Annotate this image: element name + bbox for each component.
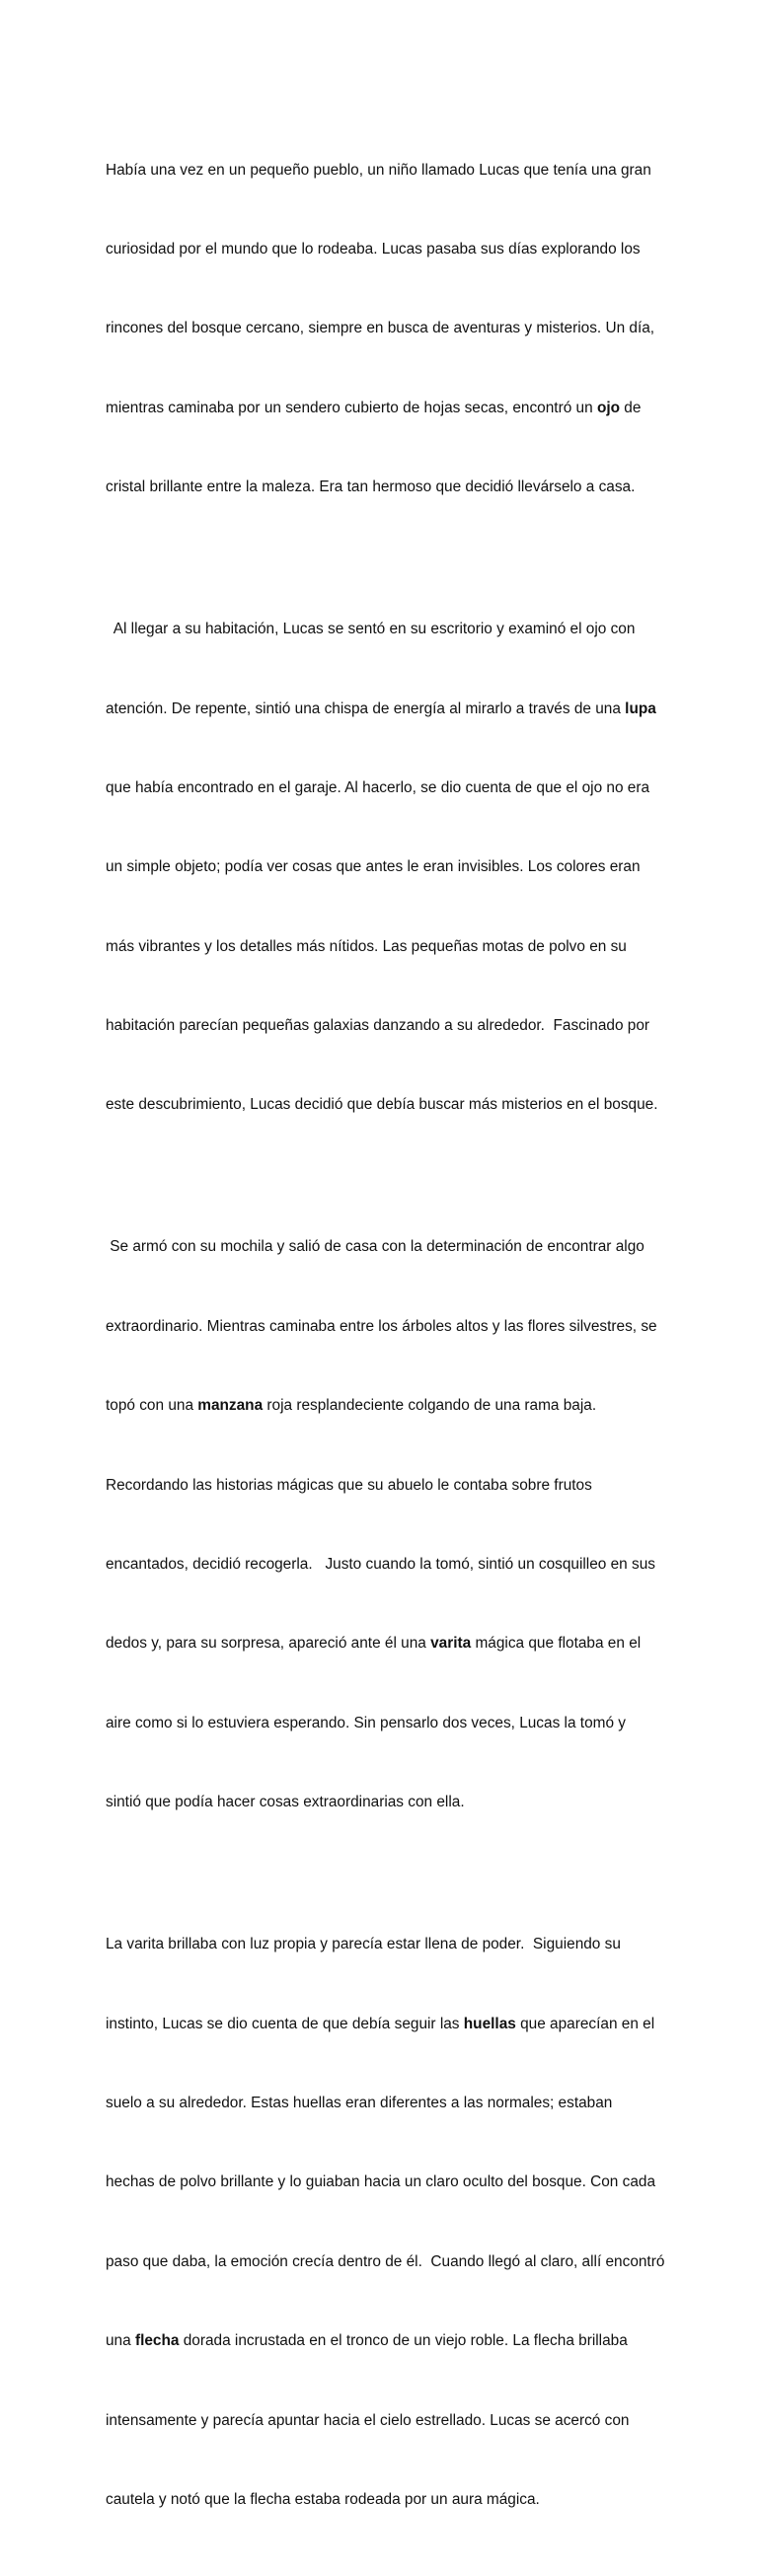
text-run: cristal brillante entre la maleza. Era tan hermoso que decidió llevárselo a casa. xyxy=(106,478,636,496)
line xyxy=(106,316,658,342)
line xyxy=(106,2249,665,2276)
text-run: intensamente y parecía apuntar hacia el cielo estrellado. Lucas se acercó con xyxy=(106,2411,630,2429)
text-run: atención. De repente, sintió una chispa de energía al mirarlo a través de una xyxy=(106,699,626,717)
line xyxy=(106,396,658,422)
text-run: que aparecían en el xyxy=(515,2015,655,2032)
text-run: un simple objeto; podía ver cosas que antes le eran invisibles. Los colores eran xyxy=(106,858,641,876)
line xyxy=(106,1552,658,1579)
text-run: Había una vez en un pequeño pueblo, un niño llamado Lucas que tenía una gran xyxy=(106,161,651,179)
text-run: Se armó con su mochila y salió de casa con la determinación de encontrar algo xyxy=(106,1238,644,1256)
text-run: una xyxy=(106,2332,135,2350)
line xyxy=(106,697,658,723)
line xyxy=(106,2487,658,2514)
paragraph-1 xyxy=(106,105,658,554)
text-run: más vibrantes y los detalles más nítidos. Las pequeñas motas de polvo en su xyxy=(106,937,627,955)
line xyxy=(106,2091,658,2117)
text-run: Al llegar a su habitación, Lucas se sentó en su escritorio y examinó el ojo con xyxy=(106,621,636,638)
text-run: que había encontrado en el garaje. Al hacerlo, se dio cuenta de que el ojo no era xyxy=(106,778,650,796)
line xyxy=(106,1932,658,1958)
line xyxy=(106,617,658,643)
text-run: sintió que podía hacer cosas extraordinarias con ella. xyxy=(106,1794,465,1811)
line xyxy=(106,1092,658,1119)
text-run: dedos y, para su sorpresa, apareció ante él una xyxy=(106,1635,431,1653)
line xyxy=(106,2408,658,2435)
document-body xyxy=(106,105,665,2576)
text-run: hechas de polvo brillante y lo guiaban hacia un claro oculto del bosque. Con cada xyxy=(106,2173,656,2191)
line xyxy=(106,475,658,501)
text-run: este descubrimiento, Lucas decidió que debía buscar más misterios en el bosque. xyxy=(106,1096,658,1114)
line xyxy=(106,2170,658,2196)
text-run: Recordando las historias mágicas que su abuelo le contaba sobre frutos xyxy=(106,1476,592,1494)
text-run: aire como si lo estuviera esperando. Sin pensarlo dos veces, Lucas la tomó y xyxy=(106,1714,626,1731)
bold-keyword: huellas xyxy=(463,2015,516,2032)
text-run: paso que daba, la emoción crecía dentro de él. Cuando llegó al claro, allí encontró xyxy=(106,2252,665,2270)
paragraph-2 xyxy=(106,564,658,1172)
bold-keyword: manzana xyxy=(197,1397,264,1415)
text-run: instinto, Lucas se dio cuenta de que debía seguir las xyxy=(106,2015,464,2032)
line xyxy=(106,775,658,802)
text-run: mágica que flotaba en el xyxy=(471,1635,642,1653)
bold-keyword: flecha xyxy=(134,2332,180,2350)
bold-keyword: varita xyxy=(430,1635,472,1653)
line xyxy=(106,1013,658,1040)
line xyxy=(106,854,658,881)
line xyxy=(106,1790,658,1816)
line xyxy=(106,158,658,184)
text-run: topó con una xyxy=(106,1397,198,1415)
line xyxy=(106,1711,658,1737)
text-run: habitación parecían pequeñas galaxias danzando a su alrededor. Fascinado por xyxy=(106,1017,650,1035)
line xyxy=(106,2012,658,2038)
bold-keyword: ojo xyxy=(596,399,621,416)
text-run: extraordinario. Mientras caminaba entre los árboles altos y las flores silvestres, se xyxy=(106,1317,657,1335)
text-run: rincones del bosque cercano, siempre en busca de aventuras y misterios. Un día, xyxy=(106,320,655,337)
text-run: suelo a su alrededor. Estas huellas eran diferentes a las normales; estaban xyxy=(106,2094,613,2111)
line xyxy=(106,237,658,263)
line xyxy=(106,1631,658,1657)
text-run: La varita brillaba con luz propia y parecía estar llena de poder. Siguiendo su xyxy=(106,1936,621,1953)
bold-keyword: lupa xyxy=(625,699,656,717)
text-run: cautela y notó que la flecha estaba rodeada por un aura mágica. xyxy=(106,2490,540,2508)
text-run: encantados, decidió recogerla. Justo cuando la tomó, sintió un cosquilleo en sus xyxy=(106,1556,655,1574)
line xyxy=(106,1473,658,1500)
text-run: de xyxy=(620,399,642,416)
text-run: curiosidad por el mundo que lo rodeaba. Lucas pasaba sus días explorando los xyxy=(106,240,641,258)
line xyxy=(106,934,658,961)
paragraph-4 xyxy=(106,1879,665,2567)
line xyxy=(106,1234,658,1261)
line xyxy=(106,1393,658,1420)
text-run: mientras caminaba por un sendero cubierto de hojas secas, encontró un xyxy=(106,399,597,416)
paragraph-3 xyxy=(106,1182,658,1870)
text-run: dorada incrustada en el tronco de un viejo roble. La flecha brillaba xyxy=(179,2332,628,2350)
text-run: roja resplandeciente colgando de una rama baja. xyxy=(263,1397,597,1415)
line xyxy=(106,1314,658,1341)
line xyxy=(106,2328,658,2355)
